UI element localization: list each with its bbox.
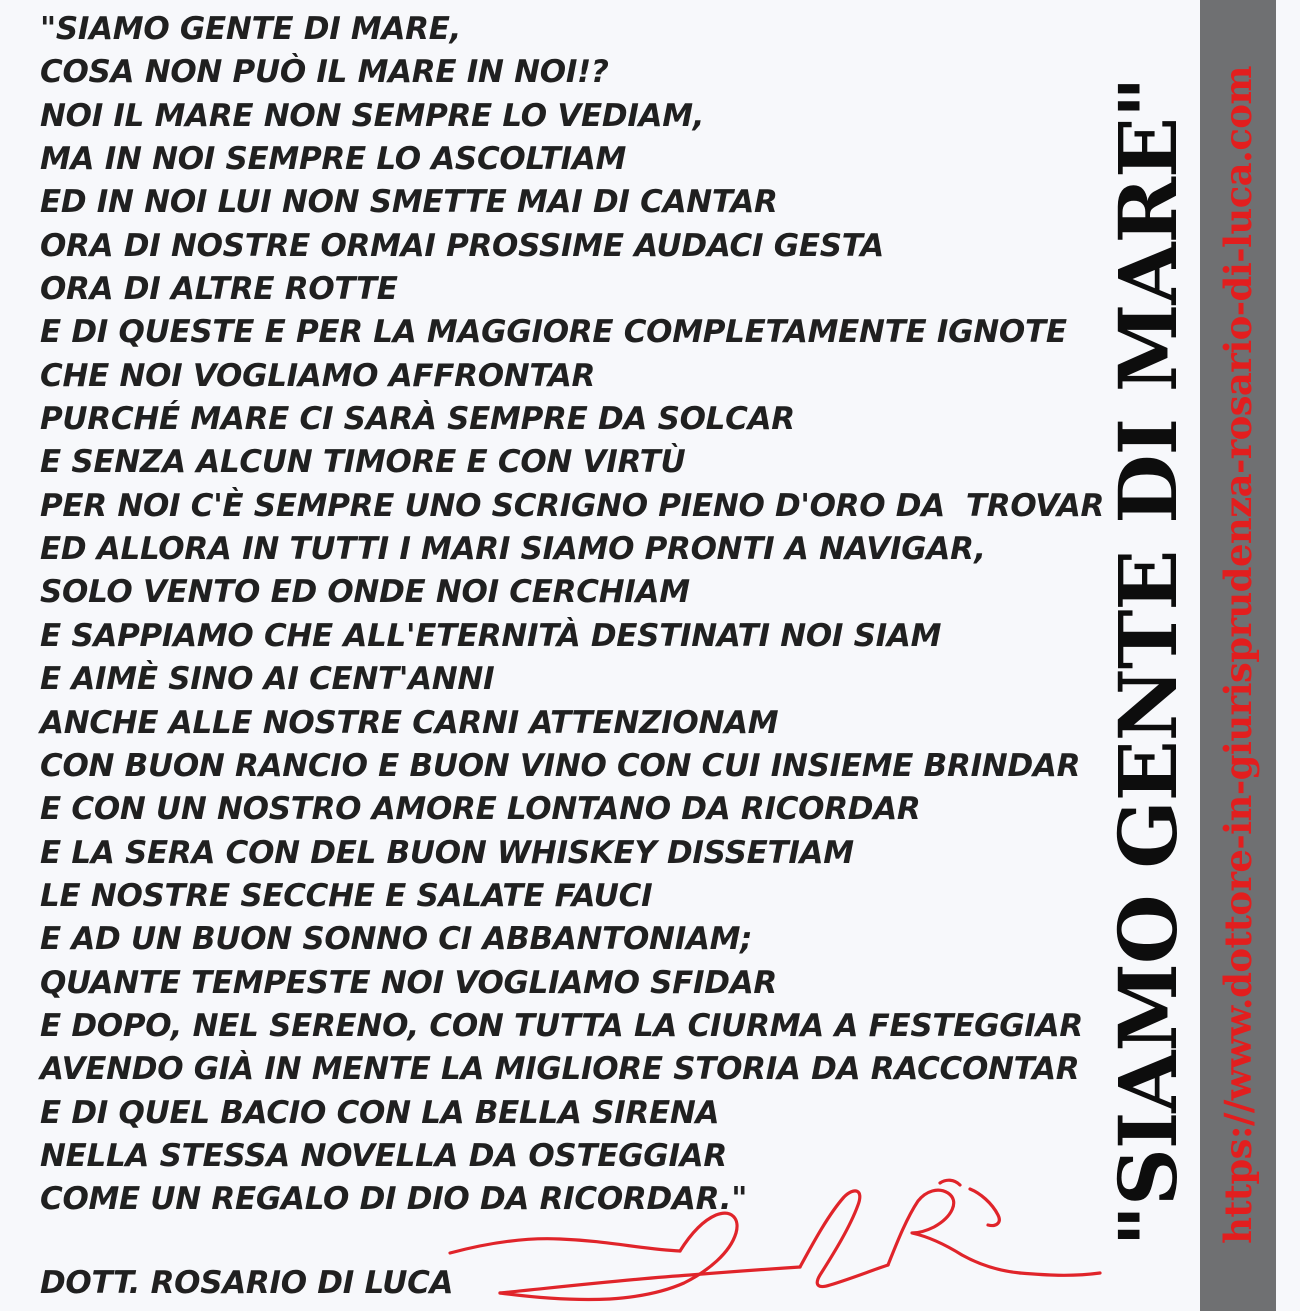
signature-icon	[440, 1175, 1110, 1311]
poem-line: COSA NON PUÒ IL MARE IN NOI!?	[40, 54, 609, 91]
poem-line: ED IN NOI LUI NON SMETTE MAI DI CANTAR	[40, 184, 778, 221]
poem-line: ANCHE ALLE NOSTRE CARNI ATTENZIONAM	[40, 704, 779, 741]
poem-line: CON BUON RANCIO E BUON VINO CON CUI INSIEME BRINDAR	[40, 747, 1081, 784]
poem-line: E AD UN BUON SONNO CI ABBANTONIAM;	[40, 921, 753, 958]
poem-line: E SAPPIAMO CHE ALL'ETERNITÀ DESTINATI NOI SIAM	[40, 617, 942, 654]
poem-title: "SIAMO GENTE DI MARE"	[1101, 77, 1195, 1247]
poem-line: "SIAMO GENTE DI MARE,	[40, 11, 462, 47]
poem-line: E CON UN NOSTRO AMORE LONTANO DA RICORDAR	[40, 791, 921, 828]
url-bar	[1200, 0, 1276, 1311]
poem-line: ORA DI NOSTRE ORMAI PROSSIME AUDACI GESTA	[40, 227, 884, 264]
poem-line: PER NOI C'È SEMPRE UNO SCRIGNO PIENO D'ORO DA TROVAR	[40, 487, 1105, 524]
poem-line: ED ALLORA IN TUTTI I MARI SIAMO PRONTI A NAVIGAR,	[40, 531, 986, 568]
poem-line: E AIMÈ SINO AI CENT'ANNI	[40, 661, 495, 698]
poem-line: E DOPO, NEL SERENO, CON TUTTA LA CIURMA A FESTEGGIAR	[40, 1007, 1083, 1044]
poem-line: COME UN REGALO DI DIO DA RICORDAR."	[40, 1181, 748, 1218]
poem-line: E SENZA ALCUN TIMORE E CON VIRTÙ	[40, 444, 686, 481]
poem-line: SOLO VENTO ED ONDE NOI CERCHIAM	[40, 574, 690, 611]
poem-line: PURCHÉ MARE CI SARÀ SEMPRE DA SOLCAR	[40, 401, 795, 438]
poem-line: ORA DI ALTRE ROTTE	[40, 271, 398, 308]
title-area	[1098, 0, 1198, 1311]
poem-line: E DI QUEL BACIO CON LA BELLA SIRENA	[40, 1094, 720, 1131]
poem-line: NOI IL MARE NON SEMPRE LO VEDIAM,	[40, 97, 705, 134]
poem-line: AVENDO GIÀ IN MENTE LA MIGLIORE STORIA DA RACCONTAR	[40, 1051, 1080, 1088]
poem-line: LE NOSTRE SECCHE E SALATE FAUCI	[40, 877, 653, 914]
poem-line: E DI QUESTE E PER LA MAGGIORE COMPLETAMENTE IGNOTE	[40, 314, 1067, 351]
poem-line: CHE NOI VOGLIAMO AFFRONTAR	[40, 357, 596, 394]
poem-line: QUANTE TEMPESTE NOI VOGLIAMO SFIDAR	[40, 964, 777, 1001]
poem-line: E LA SERA CON DEL BUON WHISKEY DISSETIAM	[40, 834, 854, 871]
author-name: DOTT. ROSARIO DI LUCA	[40, 1265, 454, 1301]
poem-line: MA IN NOI SEMPRE LO ASCOLTIAM	[40, 141, 627, 178]
poem-text	[40, 8, 1105, 1222]
website-url: https://www.dottore-in-giurisprudenza-rosario-di-luca.com	[1216, 66, 1260, 1244]
poem-line: NELLA STESSA NOVELLA DA OSTEGGIAR	[40, 1137, 727, 1174]
